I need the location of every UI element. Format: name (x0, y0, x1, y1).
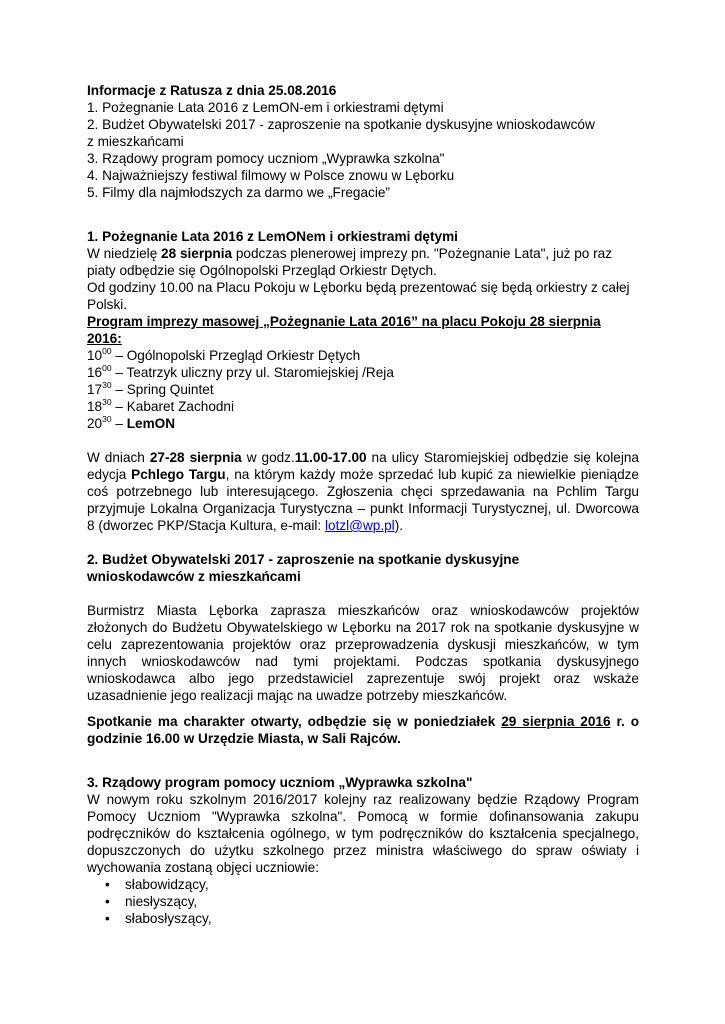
program-hour: 20 (87, 416, 103, 431)
list-item-text: słabosłyszący, (125, 911, 212, 926)
program-text: – Teatrzyk uliczny przy ul. Staromiejskiej /Reja (111, 365, 394, 380)
program-hour: 10 (87, 348, 103, 363)
flea-market-paragraph (87, 449, 639, 534)
program-item (87, 347, 639, 364)
text-run: w godz. (241, 450, 295, 465)
toc-item: z mieszkańcami (87, 134, 184, 149)
program-dash: – (111, 416, 127, 431)
toc-item: 1. Pożegnanie Lata 2016 z LemON-em i orkiestrami dętymi (87, 100, 444, 115)
intro-date: 28 sierpnia (161, 246, 233, 261)
list-item (105, 910, 639, 927)
bullet-icon: • (105, 894, 110, 909)
text-run: ). (394, 518, 404, 533)
program-hour: 17 (87, 382, 103, 397)
program-list (87, 347, 639, 432)
program-minutes: 30 (102, 397, 112, 407)
program-minutes: 30 (102, 380, 112, 390)
program-text: LemON (126, 416, 176, 431)
program-item (87, 398, 639, 415)
program-title: Program imprezy masowej „Pożegnanie Lata 2016” na placu Pokoju 28 sierpnia 2016: (87, 314, 601, 346)
text-run: r. o godzinie 16.00 w Urzędzie Miasta, w Sali Rajców. (87, 714, 639, 746)
text-run: podczas plenerowej imprezy pn. "Pożegnanie Lata", już po raz piaty odbędzie się Ogólnopolski Przegląd Orkiestr Dętych. (87, 246, 612, 278)
program-hour: 16 (87, 365, 103, 380)
section-2-body: Burmistrz Miasta Lęborka zaprasza mieszkańców oraz wnioskodawców projektów złożonych do Budżetu Obywatelskiego w Lęborku na 2017 rok na spotkanie dyskusyjne w celu zaprezentowania projektów oraz przeprowadzenia dyskusji mieszkańców, w tym innych wnioskodawców nad tymi projektami. Podczas spotkania dyskusyjnego wnioskodawca albo jego przedstawiciel zaprezentuje swój projekt oraz wskaże uzasadnienie jego realizacji mając na uwadze potrzeby mieszkańców. (87, 603, 639, 703)
text-run: W dniach (87, 450, 150, 465)
text-run: , na którym każdy może sprzedać lub kupić za niewielkie pieniądze coś potrzebnego lub interesującego. Zgłoszenia chęci sprzedawania na Pchlim Targu przyjmuje Lokalna Organizacja Turystyczna – punkt Informacji Turystycznej, ul. Dworcowa 8 (dworzec PKP/Stacja Kultura, e-mail: (87, 467, 639, 533)
eligibility-list (87, 876, 639, 927)
program-text: – Ogólnopolski Przegląd Orkiestr Dętych (111, 348, 361, 363)
toc-item: 4. Najważniejszy festiwal filmowy w Polsce znowu w Lęborku (87, 168, 455, 183)
program-item (87, 415, 639, 432)
text-run: na ulicy Staromiejskiej odbędzie się kolejna edycja (87, 450, 639, 482)
meeting-date: 29 sierpnia 2016 (501, 714, 611, 729)
program-minutes: 00 (102, 346, 112, 356)
program-text: – Spring Quintet (111, 382, 214, 397)
bullet-icon: • (105, 911, 110, 926)
toc-item: 2. Budżet Obywatelski 2017 - zaproszenie na spotkanie dyskusyjne wnioskodawców (87, 117, 595, 132)
table-of-contents (87, 99, 639, 201)
program-item (87, 381, 639, 398)
section-2-heading: 2. Budżet Obywatelski 2017 - zaproszenie na spotkanie dyskusyjne wnioskodawców z mieszkańcami (87, 552, 520, 584)
section-3-heading: 3. Rządowy program pomocy uczniom „Wyprawka szkolna" (87, 775, 473, 790)
text-run: W niedzielę (87, 246, 162, 261)
bullet-icon: • (105, 877, 110, 892)
list-item (105, 893, 639, 910)
list-item (105, 876, 639, 893)
document-title: Informacje z Ratusza z dnia 25.08.2016 (87, 83, 337, 98)
program-item (87, 364, 639, 381)
toc-item: 5. Filmy dla najmłodszych za darmo we „Fregacie” (87, 185, 390, 200)
market-days: 27-28 sierpnia (149, 450, 242, 465)
section-2-meeting (87, 713, 639, 747)
program-minutes: 00 (102, 363, 112, 373)
program-hour: 18 (87, 399, 103, 414)
toc-item: 3. Rządowy program pomocy uczniom „Wyprawka szkolna" (87, 151, 445, 166)
program-minutes: 30 (102, 414, 112, 424)
section-1-heading: 1. Pożegnanie Lata 2016 z LemONem i orkiestrami dętymi (87, 229, 458, 244)
section-3-body: W nowym roku szkolnym 2016/2017 kolejny raz realizowany będzie Rządowy Program Pomocy Uczniom "Wyprawka szkolna". Pomocą w formie dofinansowania zakupu podręczników do kształcenia ogólnego, w tym podręczników do kształcenia specjalnego, dopuszczonych do użytku szkolnego przez ministra właściwego do spraw oświaty i wychowania zostaną objęci uczniowie: (87, 792, 639, 875)
program-text: – Kabaret Zachodni (111, 399, 235, 414)
section-1-line2: Od godziny 10.00 na Placu Pokoju w Lęborku będą prezentować się będą orkiestry z całej Polski. (87, 280, 630, 312)
text-run: Spotkanie ma charakter otwarty, odbędzie się w poniedziałek (87, 714, 502, 729)
list-item-text: słabowidzący, (125, 877, 209, 892)
market-hours: 11.00-17.00 (294, 450, 367, 465)
list-item-text: niesłyszący, (125, 894, 198, 909)
section-1-intro (87, 245, 639, 279)
email-link[interactable]: lotzl@wp.pl (324, 518, 395, 533)
market-name: Pchlego Targu (131, 467, 226, 482)
